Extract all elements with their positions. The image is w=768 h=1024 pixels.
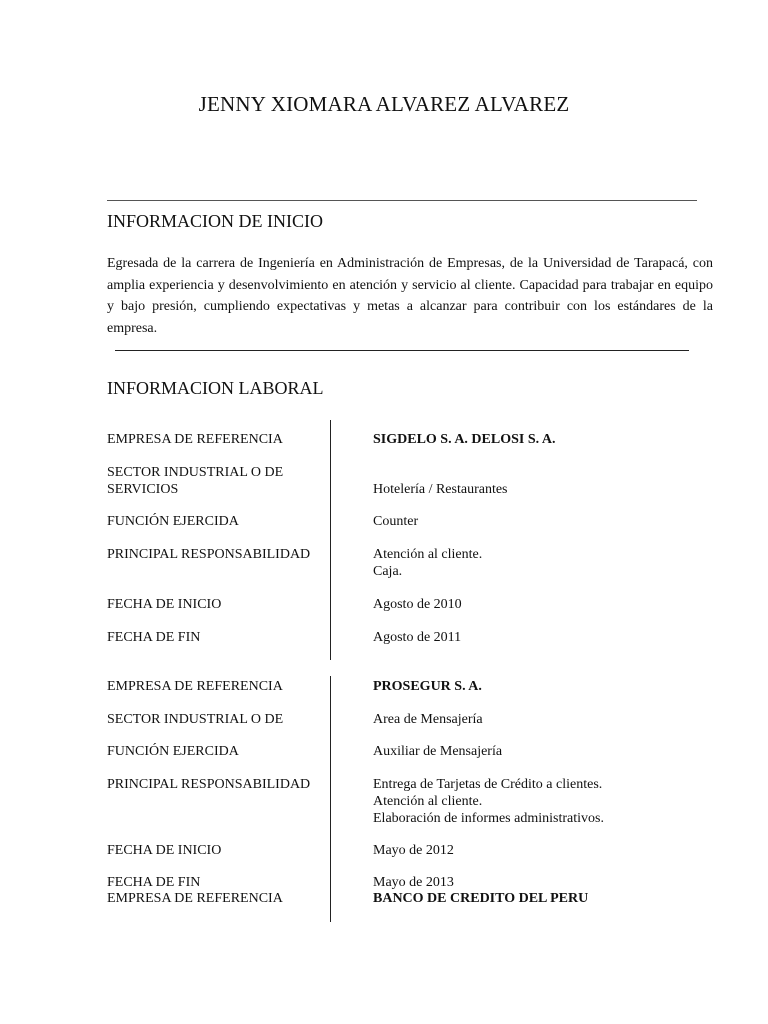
job2-empresa-value: PROSEGUR S. A. bbox=[373, 679, 482, 694]
job1-resp-line: Atención al cliente. bbox=[373, 547, 483, 562]
job1-sector-label-line2: SERVICIOS bbox=[107, 482, 179, 497]
job1-inicio-label: FECHA DE INICIO bbox=[107, 597, 222, 612]
job1-sector-label-line1: SECTOR INDUSTRIAL O DE bbox=[107, 465, 284, 480]
job1-funcion-value: Counter bbox=[373, 514, 419, 529]
job1-inicio-value: Agosto de 2010 bbox=[373, 597, 462, 612]
job3-empresa-label: EMPRESA DE REFERENCIA bbox=[107, 891, 283, 906]
job1-resp-value bbox=[373, 546, 482, 580]
job1-funcion-label: FUNCIÓN EJERCIDA bbox=[107, 514, 239, 529]
job2-resp-value bbox=[373, 776, 604, 827]
job1-fin-value: Agosto de 2011 bbox=[373, 630, 462, 645]
intro-text: Egresada de la carrera de Ingeniería en Administración de Empresas, de la Universidad de Tarapacá, con amplia experiencia y desenvolvimiento en atención y servicio al cliente. Capacidad para trabajar en equipo y bajo presión, cumpliendo expectativas y metas a alcanzar para contribuir con los estándares de la empresa. bbox=[107, 256, 713, 336]
job2-resp-label: PRINCIPAL RESPONSABILIDAD bbox=[107, 777, 311, 792]
job1-empresa-value: SIGDELO S. A. DELOSI S. A. bbox=[373, 432, 556, 447]
separator-line-top bbox=[107, 200, 697, 201]
job2-funcion-label: FUNCIÓN EJERCIDA bbox=[107, 744, 239, 759]
separator-line-middle bbox=[115, 350, 689, 351]
job1-sector-value: Hotelería / Restaurantes bbox=[373, 482, 508, 497]
job2-inicio-label: FECHA DE INICIO bbox=[107, 843, 222, 858]
job2-sector-label: SECTOR INDUSTRIAL O DE bbox=[107, 712, 284, 727]
job2-divider bbox=[330, 676, 331, 922]
job3-empresa-value: BANCO DE CREDITO DEL PERU bbox=[373, 891, 589, 906]
job2-fin-value: Mayo de 2013 bbox=[373, 875, 454, 890]
job2-resp-line: Entrega de Tarjetas de Crédito a clientes. bbox=[373, 777, 603, 792]
section-title-intro: INFORMACION DE INICIO bbox=[107, 211, 323, 231]
job1-resp-line: Caja. bbox=[373, 564, 403, 579]
job2-resp-line: Elaboración de informes administrativos. bbox=[373, 811, 604, 826]
job1-resp-label: PRINCIPAL RESPONSABILIDAD bbox=[107, 547, 311, 562]
intro-paragraph bbox=[107, 253, 713, 339]
job1-fin-label: FECHA DE FIN bbox=[107, 630, 201, 645]
job2-fin-label: FECHA DE FIN bbox=[107, 875, 201, 890]
job1-divider bbox=[330, 420, 331, 660]
job2-funcion-value: Auxiliar de Mensajería bbox=[373, 744, 503, 759]
job2-inicio-value: Mayo de 2012 bbox=[373, 843, 454, 858]
job1-sector-label bbox=[107, 464, 283, 498]
job1-empresa-label: EMPRESA DE REFERENCIA bbox=[107, 432, 283, 447]
job2-sector-value: Area de Mensajería bbox=[373, 712, 483, 727]
job2-resp-line: Atención al cliente. bbox=[373, 794, 483, 809]
job2-empresa-label: EMPRESA DE REFERENCIA bbox=[107, 679, 283, 694]
candidate-name: JENNY XIOMARA ALVAREZ ALVAREZ bbox=[198, 92, 570, 116]
section-title-laboral: INFORMACION LABORAL bbox=[107, 378, 324, 398]
